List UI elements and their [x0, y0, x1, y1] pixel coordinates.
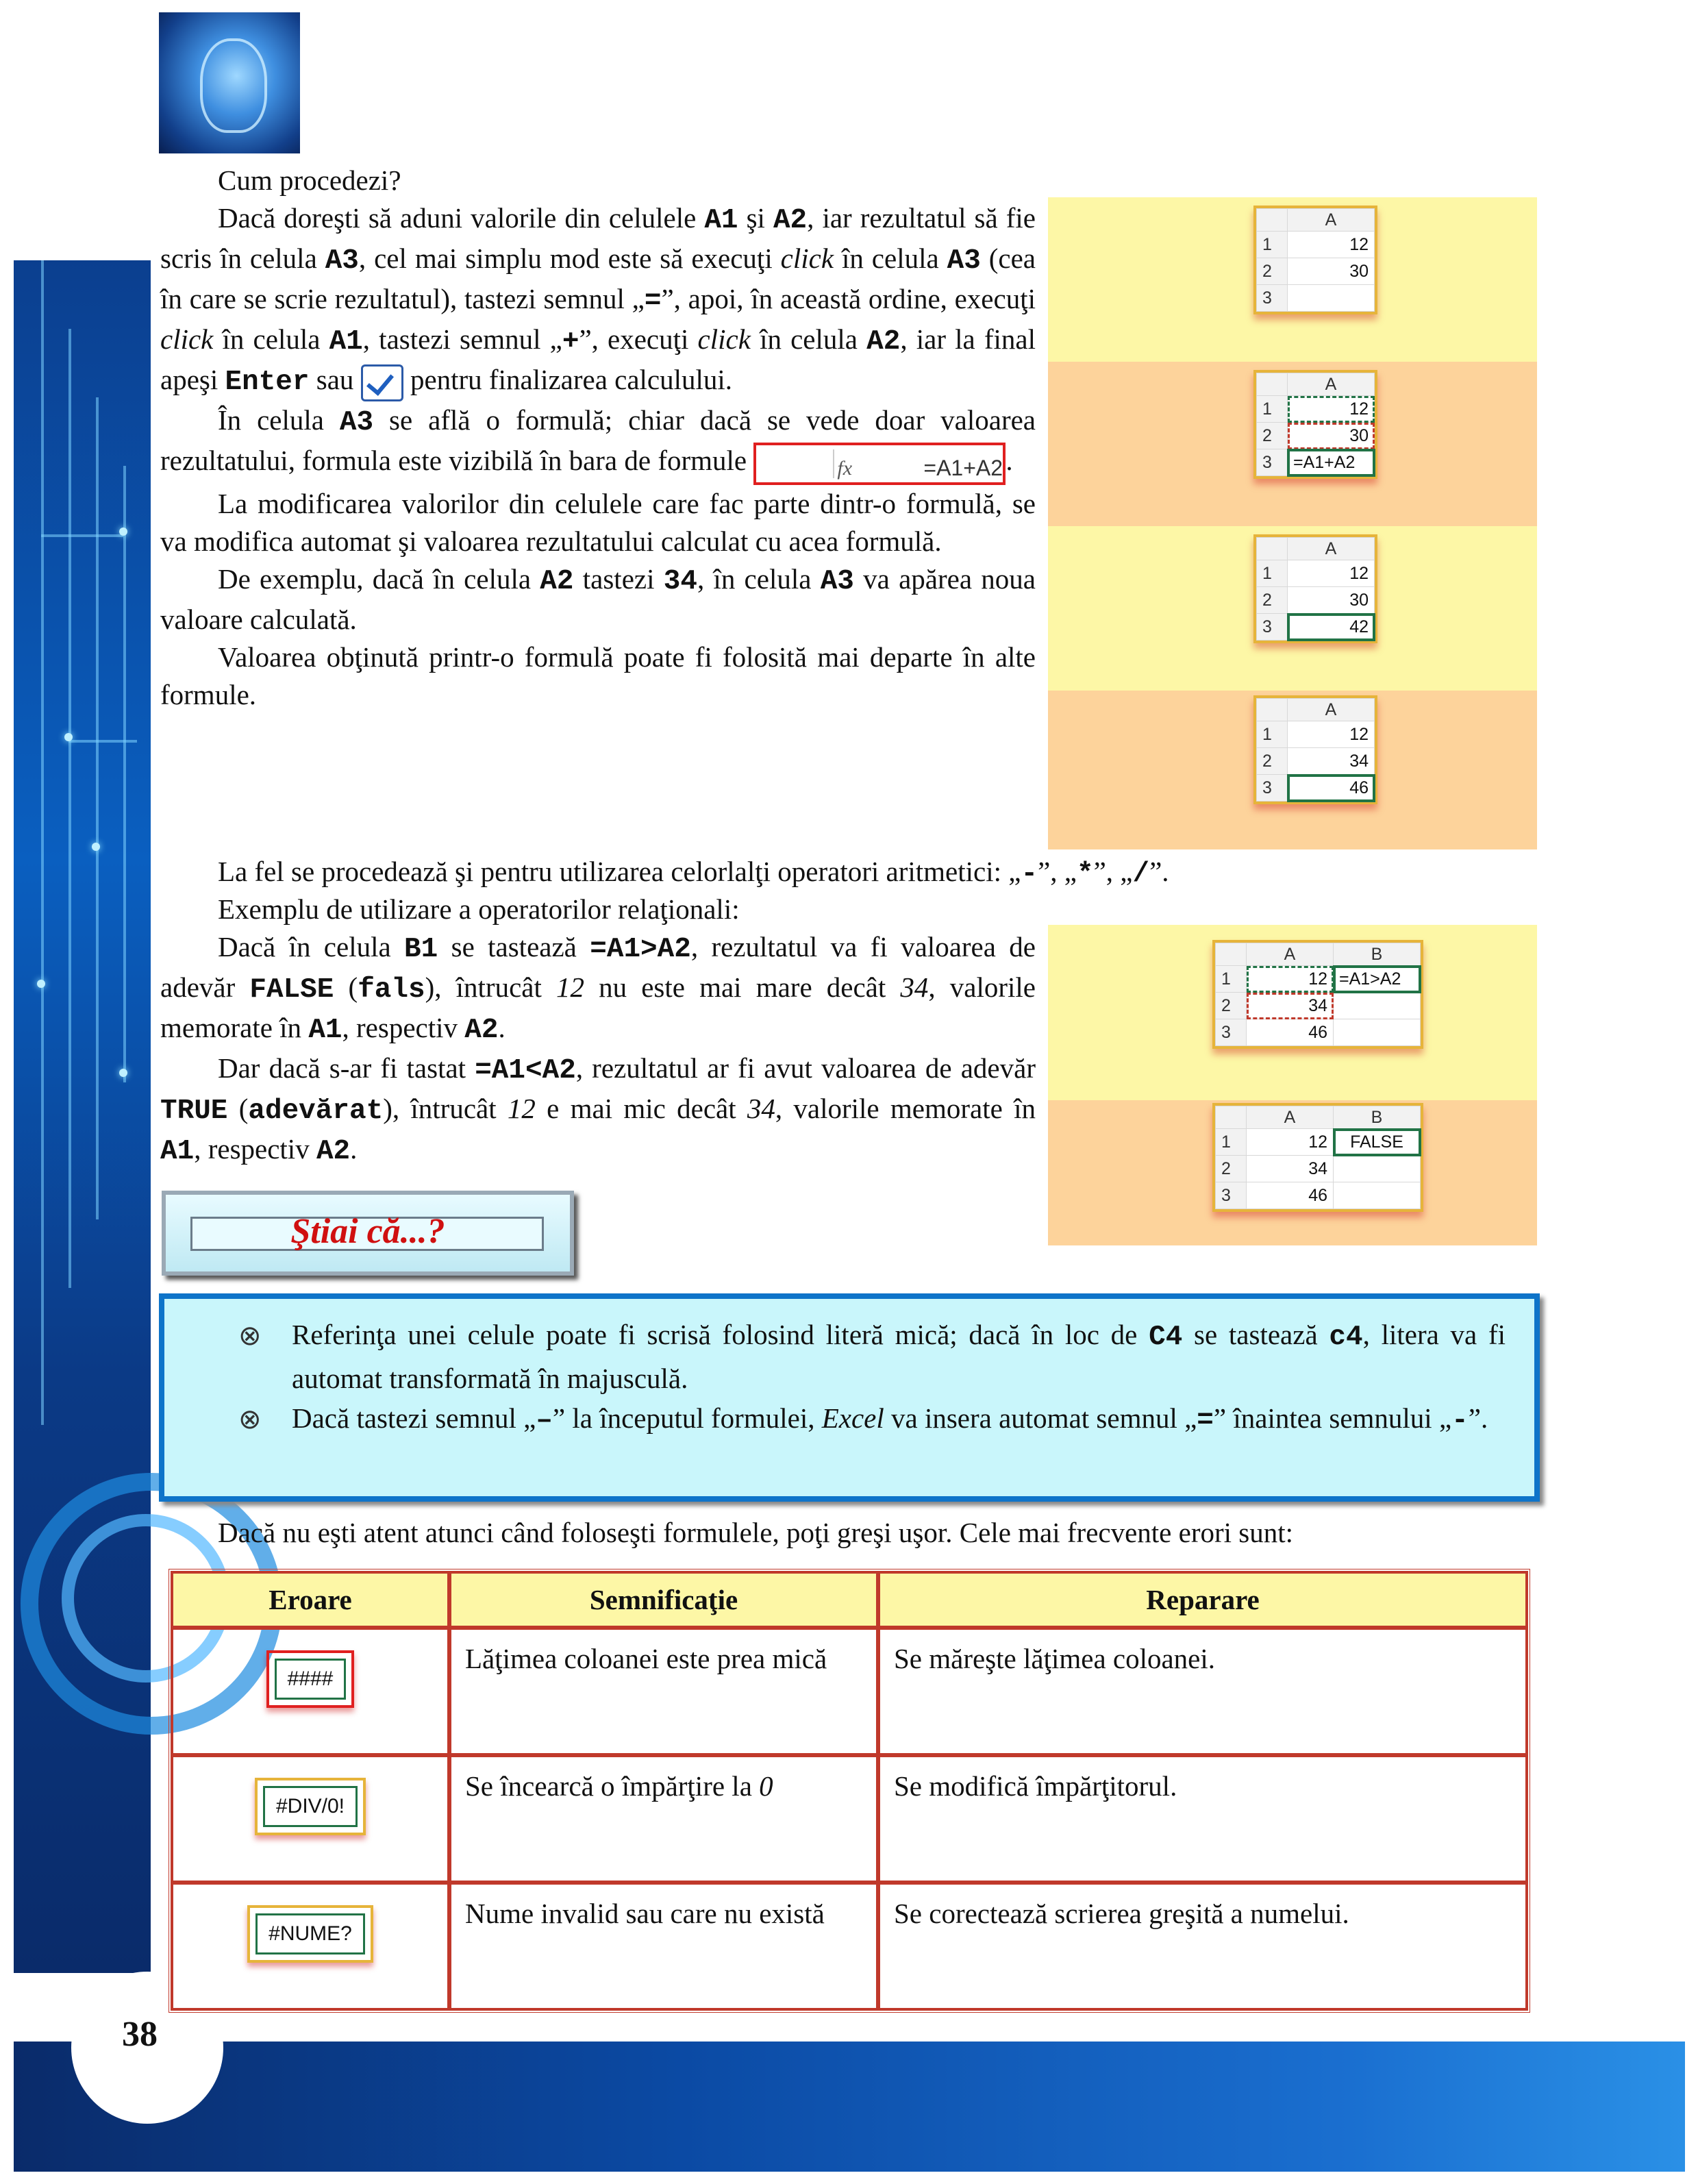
relational-paragraph-1: Dacă în celula B1 se tastează =A1>A2, rezultatul va fi valoarea de adevăr FALSE (fals), întrucât 12 nu este mai mare decât 34, valorile memorate în A1, respectiv A2. [160, 931, 1036, 1046]
intro-paragraph-2: În celula A3 se află o formulă; chiar dacă se vede doar valoarea rezultatului, formula este vizibilă în bara de formule fx =A1+A2 . [160, 401, 1036, 485]
error-value-cell: #### [275, 1659, 347, 1700]
intro-paragraph-3: La modificarea valorilor din celulele care fac parte dintr-o formulă, se va modifica automat şi valoarea rezultatului calculat cu acea formulă. [160, 487, 1036, 557]
excel-sheet-5: A B 1 12 =A1>A2 2 34 3 46 [1212, 940, 1423, 1049]
table-row [171, 1628, 1527, 1755]
excel-sheet-1: A 1 12 2 30 3 [1253, 206, 1377, 314]
page-number: 38 [122, 2015, 158, 2054]
bottom-tech-band [14, 2042, 1685, 2172]
header-reparare: Reparare [878, 1572, 1527, 1628]
error-value-cell: #NUME? [255, 1913, 365, 1955]
formula-bar [753, 443, 1006, 485]
table-row [171, 1755, 1527, 1883]
ai-head-logo [159, 12, 300, 153]
intro-section [160, 162, 1036, 714]
info-item-2: Dacă tastezi semnul „–” la începutul formulei, Excel va insera automat semnul „=” înaintea semnului „-”. [292, 1402, 1488, 1437]
errors-intro: Dacă nu eşti atent atunci când foloseşti formulele, poţi greşi uşor. Cele mai frecvente erori sunt: [218, 1517, 1294, 1548]
checkmark-enter-icon [361, 364, 403, 401]
excel-sheet-6: A B 1 12 FALSE 2 34 3 46 [1212, 1103, 1423, 1212]
header-semnificatie: Semnificaţie [449, 1572, 878, 1628]
header-eroare: Eroare [171, 1572, 449, 1628]
error-value-cell: #DIV/0! [263, 1786, 358, 1827]
table-row [171, 1883, 1527, 2010]
stiai-ca-banner [162, 1191, 574, 1276]
fx-icon: fx [837, 456, 853, 480]
info-item-1: Referinţa unei celule poate fi scrisă folosind literă mică; dacă în loc de C4 se tastează c4, litera va fi automat transformată în majusculă. [292, 1319, 1506, 1394]
intro-paragraph-4: De exemplu, dacă în celula A2 tastezi 34, în celula A3 va apărea noua valoare calculată. [160, 562, 1036, 635]
circled-x-bullet-icon: ⊗ [238, 1320, 262, 1351]
circled-x-bullet-icon: ⊗ [238, 1404, 262, 1435]
formula-bar-content: =A1+A2 [923, 455, 1003, 480]
relational-paragraph-2: Dar dacă s-ar fi tastat =A1<A2, rezultatul ar fi avut valoarea de adevăr TRUE (adevărat), întrucât 12 e mai mic decât 34, valorile memorate în A1, respectiv A2. [160, 1052, 1036, 1167]
excel-sheet-4: A 1 12 2 34 3 46 [1253, 695, 1377, 804]
intro-heading: Cum procedezi? [218, 164, 401, 196]
relational-heading: Exemplu de utilizare a operatorilor relaţionali: [218, 893, 740, 925]
errors-table [168, 1569, 1530, 2013]
meaning-cell: Lăţimea coloanei este prea mică [449, 1628, 878, 1755]
errors-table-header [171, 1572, 1527, 1628]
meaning-cell: Nume invalid sau care nu există [449, 1883, 878, 2010]
intro-paragraph-5: Valoarea obţinută printr-o formulă poate fi folosită mai departe în alte formule. [160, 641, 1036, 710]
info-box [159, 1293, 1540, 1502]
excel-sheet-3: A 1 12 2 30 3 42 [1253, 534, 1377, 643]
fix-cell: Se măreşte lăţimea coloanei. [878, 1628, 1527, 1755]
meaning-cell: Se încearcă o împărţire la 0 [449, 1755, 878, 1883]
stiai-ca-title: Ştiai că...? [290, 1212, 445, 1251]
relational-section [160, 891, 1036, 1171]
operators-line: La fel se procedează şi pentru utilizarea celorlalţi operatori aritmetici: „-”, „*”, „/”. [218, 856, 1169, 890]
fix-cell: Se modifică împărţitorul. [878, 1755, 1527, 1883]
intro-paragraph-1: Dacă doreşti să aduni valorile din celulele A1 şi A2, iar rezultatul să fie scris în celula A3, cel mai simplu mod este să execuţi click în celula A3 (cea în care se scrie rezultatul), tastezi semnul „=”, apoi, în această ordine, execuţi click în celula A1, tastezi semnul „+”, execuţi click în celula A2, iar la final apeşi Enter sau pentru finalizarea calculului. [160, 199, 1036, 401]
fix-cell: Se corectează scrierea greşită a numelui. [878, 1883, 1527, 2010]
excel-sheet-2: A 1 12 2 30 3 =A1+A2 [1253, 370, 1377, 479]
